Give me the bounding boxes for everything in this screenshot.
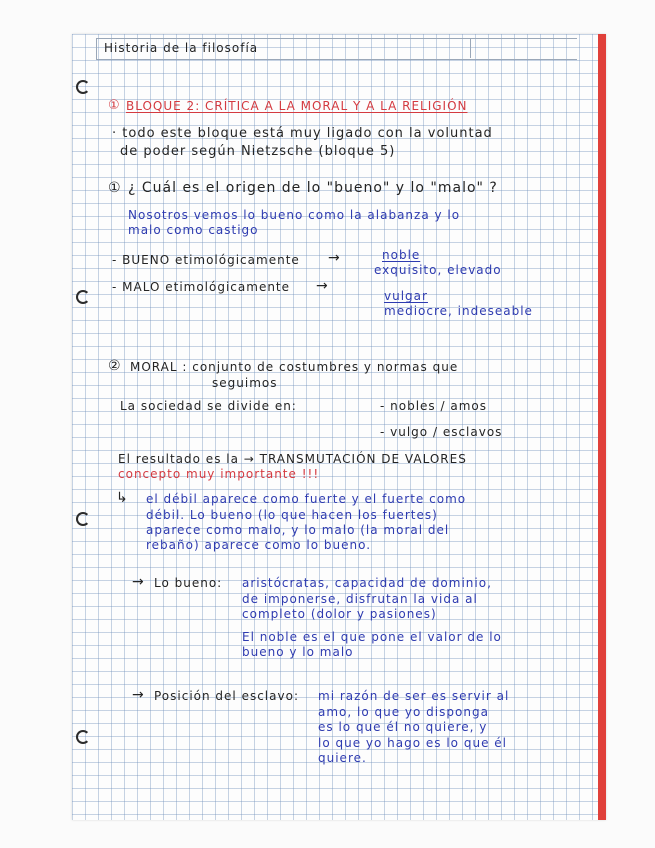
- concepto-importante: concepto muy importante !!!: [118, 467, 320, 481]
- lo-bueno-line-2: de imponerse, disfrutan la vida al: [242, 592, 478, 606]
- esclavo-line-2: amo, lo que yo disponga: [318, 705, 489, 719]
- red-margin-strip: [598, 34, 606, 820]
- explanation-line-4: rebaño) aparece como lo bueno.: [146, 538, 372, 552]
- lo-bueno-line-3: completo (dolor y pasiones): [242, 607, 437, 621]
- right-arrow-icon: →: [316, 278, 328, 294]
- esclavo-line-1: mi razón de ser es servir al: [318, 689, 510, 703]
- explanation-line-2: débil. Lo bueno (lo que hacen los fuertes): [146, 508, 438, 522]
- bloque-title: BLOQUE 2: CRÍTICA A LA MORAL Y A LA RELIGIÓN: [126, 99, 468, 113]
- explanation-line-3: aparece como malo, y lo malo (la moral del: [146, 523, 450, 537]
- right-arrow-icon: →: [132, 574, 144, 590]
- right-arrow-icon: →: [132, 687, 144, 703]
- answer-line-2: malo como castigo: [128, 223, 259, 237]
- esclavo-line-5: quiere.: [318, 751, 367, 765]
- intro-line-1: · todo este bloque está muy ligado con la voluntad: [112, 126, 493, 141]
- malo-etym-label: - MALO etimológicamente: [112, 280, 291, 294]
- grupo-vulgo: - vulgo / esclavos: [380, 425, 503, 439]
- explanation-line-1: el débil aparece como fuerte y el fuerte como: [146, 492, 467, 506]
- sociedad-division: La sociedad se divide en:: [120, 399, 297, 413]
- moral-definition-line-2: seguimos: [212, 376, 278, 390]
- answer-line-1: Nosotros vemos lo bueno como la alabanza y lo: [128, 208, 461, 222]
- esclavo-line-4: lo que yo hago es lo que él: [318, 736, 507, 750]
- lo-bueno-line-1: aristócratas, capacidad de dominio,: [242, 576, 492, 590]
- binder-hole-icon: [76, 512, 90, 526]
- esclavo-label: Posición del esclavo:: [154, 689, 299, 703]
- bueno-meaning: exquisito, elevado: [374, 263, 502, 277]
- question-bullet-icon: ①: [108, 180, 122, 196]
- lo-bueno-label: Lo bueno:: [154, 576, 223, 590]
- binder-hole-icon: [76, 290, 90, 304]
- bloque-bullet-icon: ①: [108, 98, 121, 113]
- esclavo-line-3: es lo que él no quiere, y: [318, 720, 488, 734]
- header-divider: [470, 38, 471, 58]
- bueno-word: noble: [382, 248, 421, 262]
- grupo-nobles: - nobles / amos: [380, 399, 487, 413]
- malo-meaning: mediocre, indeseable: [384, 304, 533, 318]
- explanation-arrow-icon: ↳: [116, 490, 129, 506]
- right-arrow-icon: →: [328, 250, 340, 266]
- malo-word: vulgar: [384, 289, 428, 303]
- question-origin: ¿ Cuál es el origen de lo "bueno" y lo "malo" ?: [128, 180, 498, 196]
- binder-hole-icon: [76, 730, 90, 744]
- moral-definition-line-1: MORAL : conjunto de costumbres y normas que: [130, 360, 459, 374]
- resultado-transmutacion: El resultado es la → TRANSMUTACIÓN DE VALORES: [118, 452, 467, 466]
- binder-hole-icon: [76, 80, 90, 94]
- bueno-etym-label: - BUENO etimológicamente: [112, 253, 300, 267]
- notebook-title: Historia de la filosofía: [104, 41, 259, 55]
- noble-line-2: bueno y lo malo: [242, 645, 354, 659]
- moral-bullet-icon: ②: [108, 358, 122, 374]
- noble-line-1: El noble es el que pone el valor de lo: [242, 630, 502, 644]
- intro-line-2: de poder según Nietzsche (bloque 5): [120, 144, 396, 159]
